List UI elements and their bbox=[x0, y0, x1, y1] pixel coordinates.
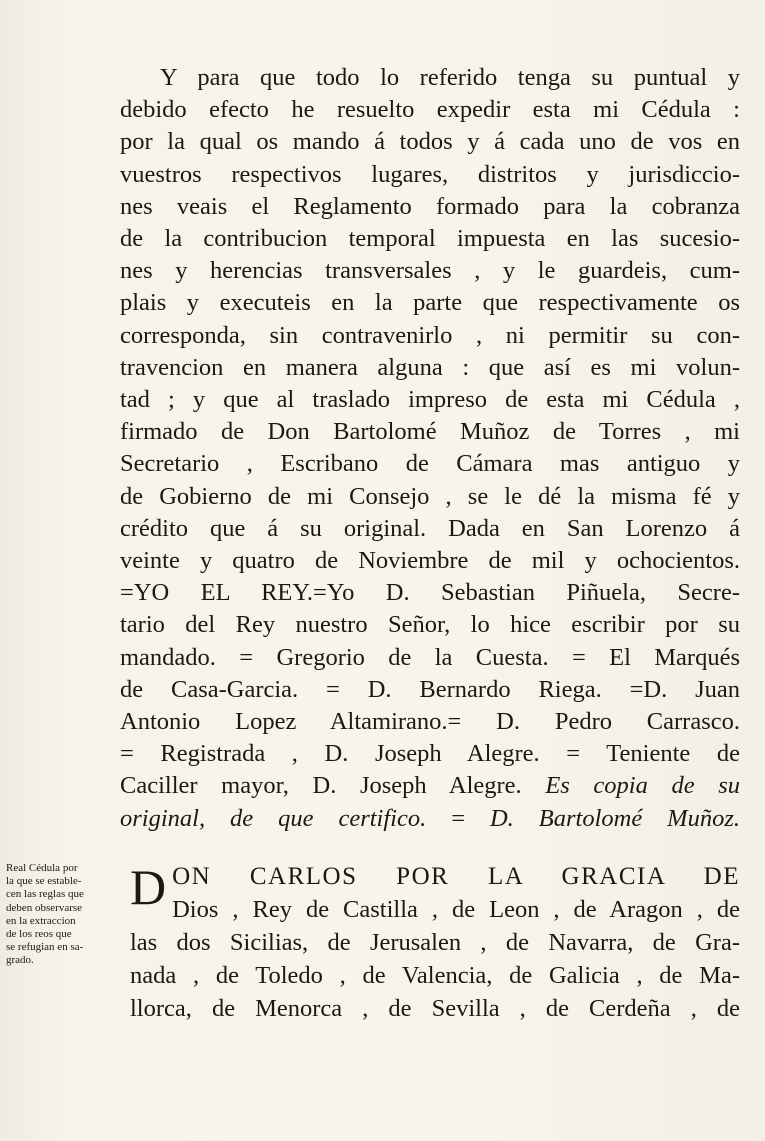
text-line: travencion en manera alguna : que así es mi volun- bbox=[120, 353, 740, 381]
margin-note bbox=[6, 862, 126, 968]
text-line: nes y herencias transversales , y le guardeis, cum- bbox=[120, 257, 740, 285]
margin-note-line: se refugian en sa- bbox=[6, 941, 84, 954]
text-line-mixed bbox=[120, 770, 740, 802]
text-line: por la qual os mando á todos y á cada uno de vos en bbox=[120, 128, 740, 156]
text-line: plais y executeis en la parte que respectivamente os bbox=[120, 289, 740, 317]
text-line: crédito que á su original. Dada en San Lorenzo á bbox=[120, 514, 740, 542]
margin-note-line: deben observarse bbox=[6, 901, 83, 914]
text-line: tad ; y que al traslado impreso de esta mi Cédula , bbox=[120, 386, 740, 414]
section-heading-line: ON CARLOS POR LA GRACIA DE bbox=[172, 863, 740, 890]
signature-text: D. Bartolomé Muñoz. bbox=[489, 804, 740, 832]
margin-note-line: en la extraccion bbox=[6, 914, 76, 927]
text-line: nes veais el Reglamento formado para la cobranza bbox=[120, 192, 740, 220]
margin-note-line: Real Cédula por bbox=[6, 862, 78, 874]
margin-note-line: grado. bbox=[6, 954, 34, 967]
text-line-final bbox=[120, 803, 740, 835]
text-line: de Casa-Garcia. = D. Bernardo Riega. =D. Juan bbox=[120, 675, 740, 703]
separator-text: = bbox=[426, 804, 490, 832]
text-segment: Caciller mayor, D. Joseph Alegre. bbox=[120, 772, 522, 800]
drop-cap: D bbox=[130, 859, 167, 915]
text-line: = Registrada , D. Joseph Alegre. = Teniente de bbox=[120, 740, 740, 768]
italic-text: Es copia de su bbox=[545, 772, 740, 800]
text-line: debido efecto he resuelto expedir esta mi Cédula : bbox=[120, 96, 740, 124]
text-line: Secretario , Escribano de Cámara mas antiguo y bbox=[120, 450, 740, 478]
margin-note-line: la que se estable- bbox=[6, 875, 82, 888]
text-line: de la contribucion temporal impuesta en las sucesio- bbox=[120, 225, 740, 253]
text-line: Dios , Rey de Castilla , de Leon , de Aragon , de bbox=[172, 896, 740, 923]
text-line: Antonio Lopez Altamirano.= D. Pedro Carrasco. bbox=[120, 708, 740, 736]
text-line: tario del Rey nuestro Señor, lo hice escribir por su bbox=[120, 611, 740, 639]
text-line: las dos Sicilias, de Jerusalen , de Navarra, de Gra- bbox=[130, 929, 740, 956]
text-line: mandado. = Gregorio de la Cuesta. = El Marqués bbox=[120, 643, 740, 671]
text-line: corresponda, sin contravenirlo , ni permitir su con- bbox=[120, 321, 740, 349]
text-line: Y para que todo lo referido tenga su puntual y bbox=[160, 64, 740, 91]
text-line: firmado de Don Bartolomé Muñoz de Torres , mi bbox=[120, 418, 740, 446]
text-line: vuestros respectivos lugares, distritos y jurisdiccio- bbox=[120, 160, 740, 188]
margin-note-line: cen las reglas que bbox=[6, 888, 84, 901]
text-line: veinte y quatro de Noviembre de mil y ochocientos. bbox=[120, 547, 740, 575]
italic-text: original, de que certifico. bbox=[120, 804, 427, 832]
text-line: =YO EL REY.=Yo D. Sebastian Piñuela, Secre- bbox=[120, 579, 740, 607]
main-text-block bbox=[120, 62, 740, 835]
text-line: de Gobierno de mi Consejo , se le dé la misma fé y bbox=[120, 482, 740, 510]
text-line: llorca, de Menorca , de Sevilla , de Cerdeña , de bbox=[130, 995, 740, 1022]
margin-note-line: de los reos que bbox=[6, 928, 72, 941]
royal-decree-section bbox=[130, 860, 740, 1025]
text-line: nada , de Toledo , de Valencia, de Galicia , de Ma- bbox=[130, 962, 740, 989]
